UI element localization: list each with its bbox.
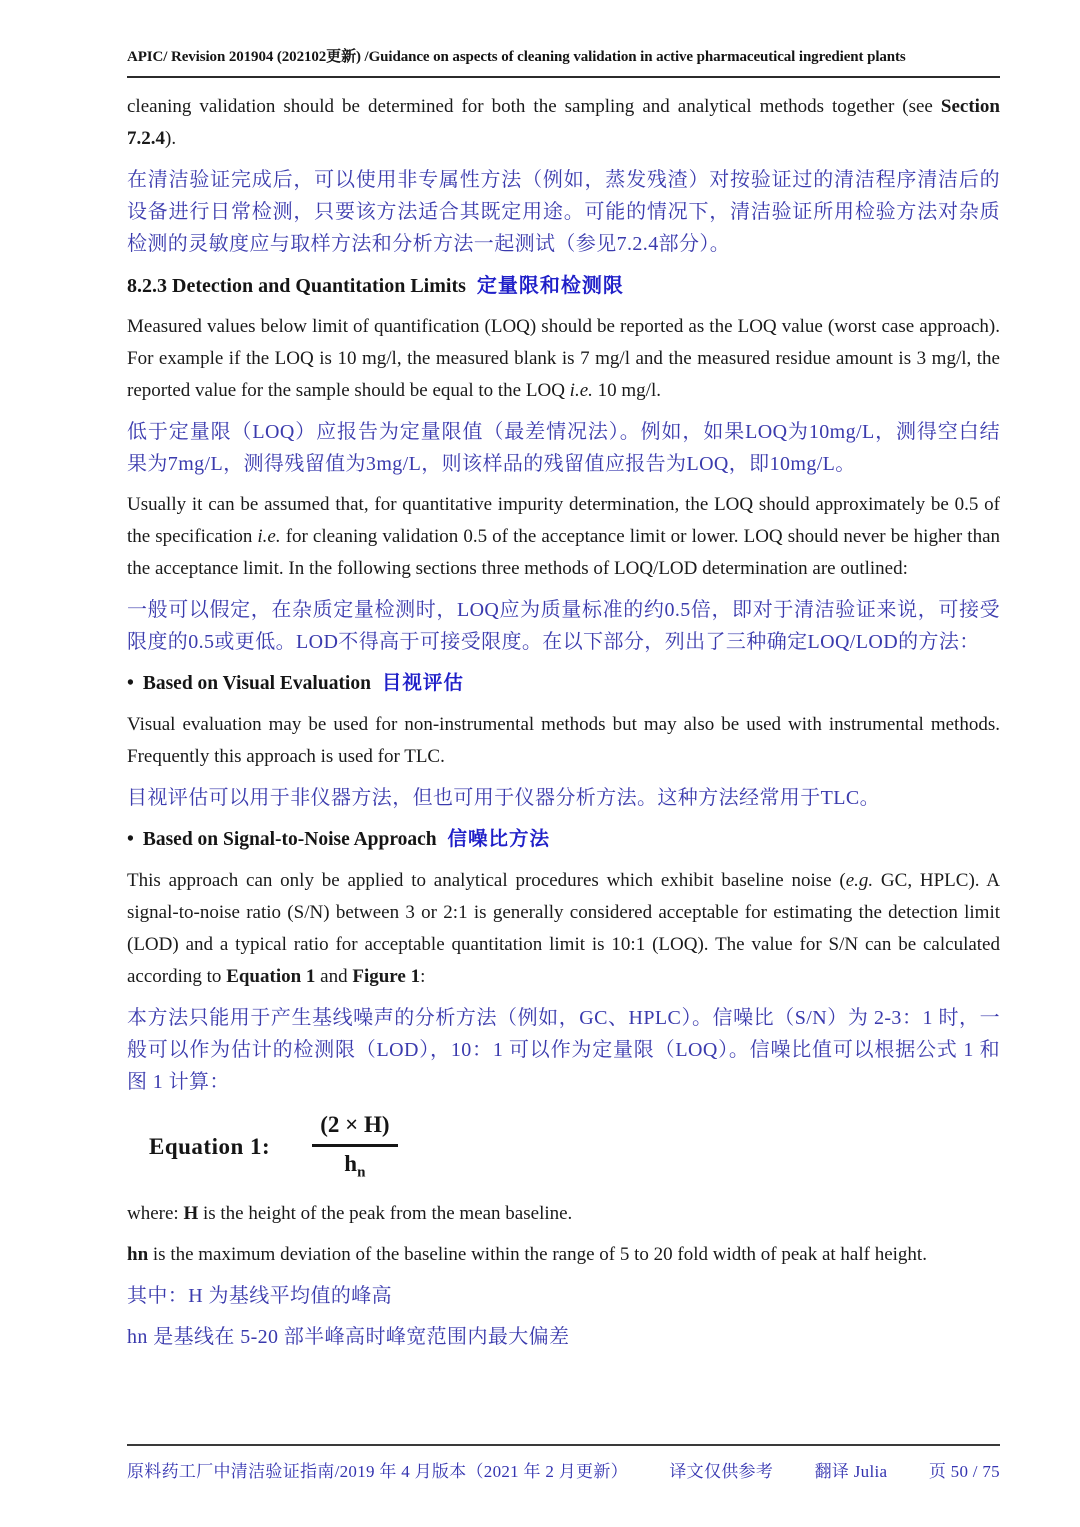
text-segment: Based on Visual Evaluation — [142, 673, 376, 695]
text-segment: and — [315, 966, 353, 988]
paragraph-chinese — [127, 782, 1000, 814]
text-segment: for cleaning validation 0.5 of the acceptance limit or lower. LOQ should never be higher than the acceptance limit. In the following sections three methods of LOQ/LOD determination are outlined: — [127, 526, 1000, 580]
equation-denominator-subscript: n — [357, 1164, 366, 1181]
text-segment: 本方法只能用于产生基线噪声的分析方法（例如，GC、HPLC）。信噪比（S/N）为 2-3：1 时，一般可以作为估计的检测限（LOD），10：1 可以作为定量限（LOQ）。信噪比值可以根据公式 1 和图 1 计算： — [127, 1007, 1000, 1094]
footer-page-number: 页 50 / 75 — [928, 1462, 1000, 1481]
footer-disclaimer: 译文仅供参考 — [669, 1462, 774, 1481]
page-header — [127, 47, 1000, 78]
text-segment: 目视评估 — [381, 673, 464, 695]
bullet-marker: • — [127, 673, 134, 695]
paragraph-chinese — [127, 1002, 1000, 1098]
section-heading — [127, 270, 1000, 302]
footer-doc-title: 原料药工厂中清洁验证指南/2019 年 4 月版本（2021 年 2 月更新） — [127, 1462, 628, 1481]
text-segment: 目视评估可以用于非仪器方法，但也可用于仪器分析方法。这种方法经常用于TLC。 — [127, 787, 880, 810]
equation-label: Equation 1: — [149, 1133, 271, 1159]
text-segment: Usually it can be assumed that, for quantitative impurity determination, the LOQ should approximately be 0.5 of the specification — [127, 494, 1000, 548]
bullet-item — [127, 824, 1000, 856]
paragraph-chinese — [127, 1280, 1000, 1312]
equation-fraction — [312, 1112, 397, 1181]
paragraph-english — [127, 1239, 1000, 1271]
text-segment: Visual evaluation may be used for non-instrumental methods but may also be used with instrumental methods. Frequently this approach is used for TLC. — [127, 714, 1000, 768]
text-segment: Measured values below limit of quantification (LOQ) should be reported as the LOQ value (worst case approach). For example if the LOQ is 10 mg/l, the measured blank is 7 mg/l and the measured residue amount is 3 mg/l, the reported value for the sample should be equal to the LOQ — [127, 316, 1000, 402]
text-segment: Section 7.2.4 — [127, 96, 1000, 150]
text-segment: cleaning validation should be determined for both the sampling and analytical methods together (see — [127, 96, 941, 118]
text-segment: i.e. — [257, 526, 281, 548]
text-segment: i.e. — [569, 380, 593, 402]
document-body — [127, 91, 1000, 1352]
text-segment: H — [183, 1202, 199, 1224]
text-segment: Equation 1 — [226, 966, 316, 988]
text-segment: 8.2.3 Detection and Quantitation Limits — [127, 275, 471, 298]
text-segment: hn 是基线在 5-20 部半峰高时峰宽范围内最大偏差 — [127, 1325, 570, 1348]
text-segment: : — [420, 966, 426, 988]
text-segment: is the height of the peak from the mean baseline. — [198, 1202, 573, 1224]
text-segment: Figure 1 — [352, 966, 421, 988]
bullet-item — [127, 668, 1000, 700]
paragraph-chinese — [127, 1321, 1000, 1353]
text-segment: 信噪比方法 — [447, 829, 551, 851]
paragraph-chinese — [127, 594, 1000, 658]
text-segment: 其中：H 为基线平均值的峰高 — [127, 1284, 393, 1307]
paragraph-english — [127, 709, 1000, 773]
text-segment: 在清洁验证完成后，可以使用非专属性方法（例如，蒸发残渣）对按验证过的清洁程序清洁后的设备进行日常检测，只要该方法适合其既定用途。可能的情况下，清洁验证所用检验方法对杂质检测的灵敏度应与取样方法和分析方法一起测试（参见7.2.4部分）。 — [127, 169, 1000, 256]
text-segment: This approach can only be applied to analytical procedures which exhibit baseline noise ( — [127, 870, 846, 892]
paragraph-english — [127, 91, 1000, 155]
paragraph-english — [127, 865, 1000, 993]
paragraph-english — [127, 1198, 1000, 1230]
header-title: APIC/ Revision 201904 (202102更新) /Guidance on aspects of cleaning validation in active pharmaceutical ingredient plants — [127, 49, 906, 65]
paragraph-english — [127, 489, 1000, 585]
text-segment: ). — [165, 128, 177, 150]
equation-denominator-base: h — [344, 1150, 358, 1176]
equation-1 — [149, 1112, 1000, 1181]
paragraph-chinese — [127, 416, 1000, 480]
footer-translator: 翻译 Julia — [814, 1462, 888, 1481]
text-segment: 一般可以假定，在杂质定量检测时，LOQ应为质量标准的约0.5倍，即对于清洁验证来说，可接受限度的0.5或更低。LOD不得高于可接受限度。在以下部分，列出了三种确定LOQ/LOD的方法： — [127, 599, 1000, 654]
text-segment: GC, HPLC). A signal-to-noise ratio (S/N) between 3 or 2:1 is generally considered acceptable for estimating the detection limit (LOD) and a typical ratio for acceptable quantitation limit is 10:1 (LOQ). The value for S/N can be calculated according to — [127, 870, 1000, 988]
text-segment: is the maximum deviation of the baseline within the range of 5 to 20 fold width of peak at half height. — [148, 1243, 927, 1265]
paragraph-english — [127, 311, 1000, 407]
paragraph-chinese — [127, 164, 1000, 260]
equation-numerator: (2 × H) — [312, 1112, 397, 1146]
text-segment: 低于定量限（LOQ）应报告为定量限值（最差情况法）。例如，如果LOQ为10mg/L，测得空白结果为7mg/L，测得残留值为3mg/L，则该样品的残留值应报告为LOQ，即10mg/L。 — [127, 421, 1000, 476]
page-footer — [127, 1444, 1000, 1482]
text-segment: hn — [127, 1243, 149, 1265]
text-segment: Based on Signal-to-Noise Approach — [142, 829, 442, 851]
text-segment: where: — [127, 1202, 184, 1224]
text-segment: 定量限和检测限 — [476, 275, 624, 298]
bullet-marker: • — [127, 829, 134, 851]
equation-denominator — [312, 1147, 397, 1182]
text-segment: 10 mg/l. — [592, 380, 661, 402]
text-segment: e.g. — [845, 870, 874, 892]
